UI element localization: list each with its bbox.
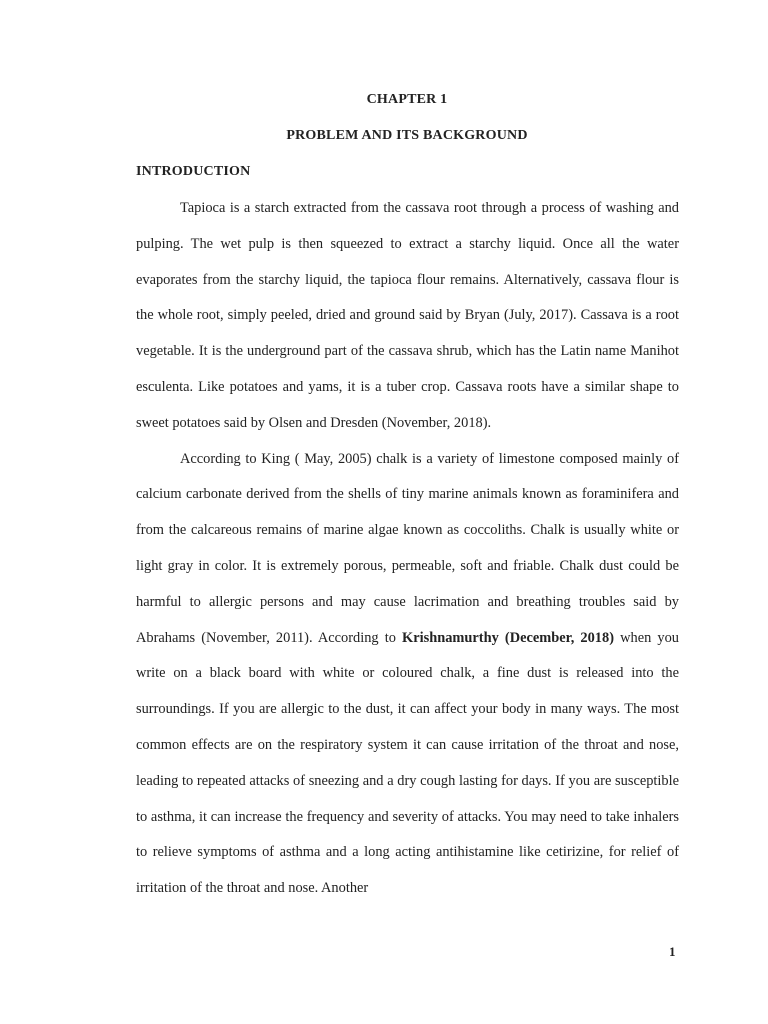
chapter-label: CHAPTER 1 — [366, 92, 448, 107]
body-text — [136, 191, 679, 907]
section-heading: INTRODUCTION — [136, 164, 251, 179]
paragraph-2-part-2: when you write on a black board with white or coloured chalk, a fine dust is released into the surroundings. If you are allergic to the dust, it can affect your body in many ways. The most common effects are on the respiratory system it can cause irritation of the throat and nose, leading to repeated attacks of sneezing and a dry cough lasting for days. If you are susceptible to asthma, it can increase the frequency and severity of attacks. You may need to take inhalers to relieve symptoms of asthma and a long acting antihistamine like cetirizine, for relief of irritation of the throat and nose. Another — [136, 629, 679, 897]
page-number: 1 — [669, 944, 676, 959]
citation-krishnamurthy: Krishnamurthy (December, 2018) — [402, 629, 614, 646]
paragraph-1: Tapioca is a starch extracted from the cassava root through a process of washing and pulping. The wet pulp is then squeezed to extract a starchy liquid. Once all the water evaporates from the starchy liquid, the tapioca flour remains. Alternatively, cassava flour is the whole root, simply peeled, dried and ground said by Bryan (July, 2017). Cassava is a root vegetable. It is the underground part of the cassava shrub, which has the Latin name Manihot esculenta. Like potatoes and yams, it is a tuber crop. Cassava roots have a similar shape to sweet potatoes said by Olsen and Dresden (November, 2018). — [136, 200, 679, 431]
paragraph-2 — [136, 442, 679, 907]
chapter-title: PROBLEM AND ITS BACKGROUND — [286, 128, 528, 143]
paragraph-2-part-1: According to King ( May, 2005) chalk is a variety of limestone composed mainly of calcium carbonate derived from the shells of tiny marine animals known as foraminifera and from the calcareous remains of marine algae known as coccoliths. Chalk is usually white or light gray in color. It is extremely porous, permeable, soft and friable. Chalk dust could be harmful to allergic persons and may cause lacrimation and breathing troubles said by Abrahams (November, 2011). According to — [136, 450, 679, 646]
